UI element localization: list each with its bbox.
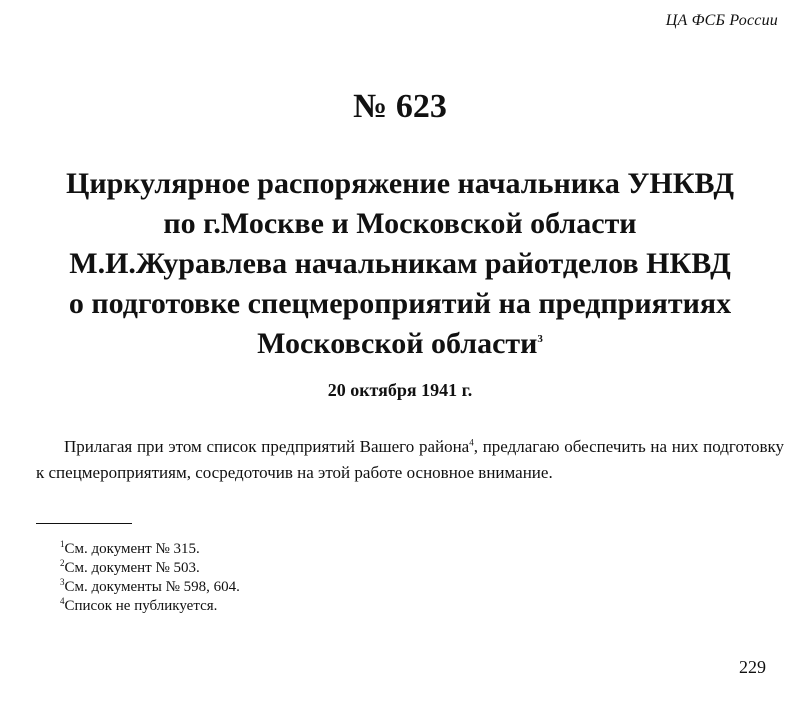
footnotes-list	[60, 540, 240, 616]
footnote-text: Список не публикуется.	[64, 598, 218, 614]
body-text-part-2: , предлагаю обеспечить на них подготовку к спецмероприятиям, сосредоточив на этой работе основное внимание.	[36, 437, 784, 482]
body-footnote-mark: 4	[469, 437, 474, 448]
footnote-mark: 1	[60, 539, 65, 549]
footnote-divider	[36, 523, 132, 524]
title-footnote-mark: 3	[537, 333, 543, 345]
footnote-text: См. документ № 503.	[64, 560, 200, 576]
page-number: 229	[739, 657, 766, 677]
footnote-item	[60, 597, 240, 616]
footnote-mark: 4	[60, 596, 65, 606]
archive-label: ЦА ФСБ России	[665, 12, 778, 29]
footnote-text: См. документ № 315.	[64, 541, 200, 557]
body-text-part-1: Прилагая при этом список предприятий Вашего района	[64, 437, 470, 456]
document-title-text: Циркулярное распоряжение начальника УНКВД по г.Москве и Московской области М.И.Журавлева начальникам райотделов НКВД о подготовке спецмероприятий на предприятиях Московской области	[66, 167, 734, 360]
body-paragraph	[36, 434, 784, 486]
footnote-text: См. документы № 598, 604.	[64, 579, 240, 595]
document-title	[60, 164, 740, 364]
footnote-item	[60, 578, 240, 597]
footnote-item	[60, 540, 240, 559]
document-date: 20 октября 1941 г.	[327, 380, 473, 400]
footnote-item	[60, 559, 240, 578]
footnote-mark: 2	[60, 558, 65, 568]
document-number: № 623	[353, 88, 447, 125]
footnote-mark: 3	[60, 577, 65, 587]
